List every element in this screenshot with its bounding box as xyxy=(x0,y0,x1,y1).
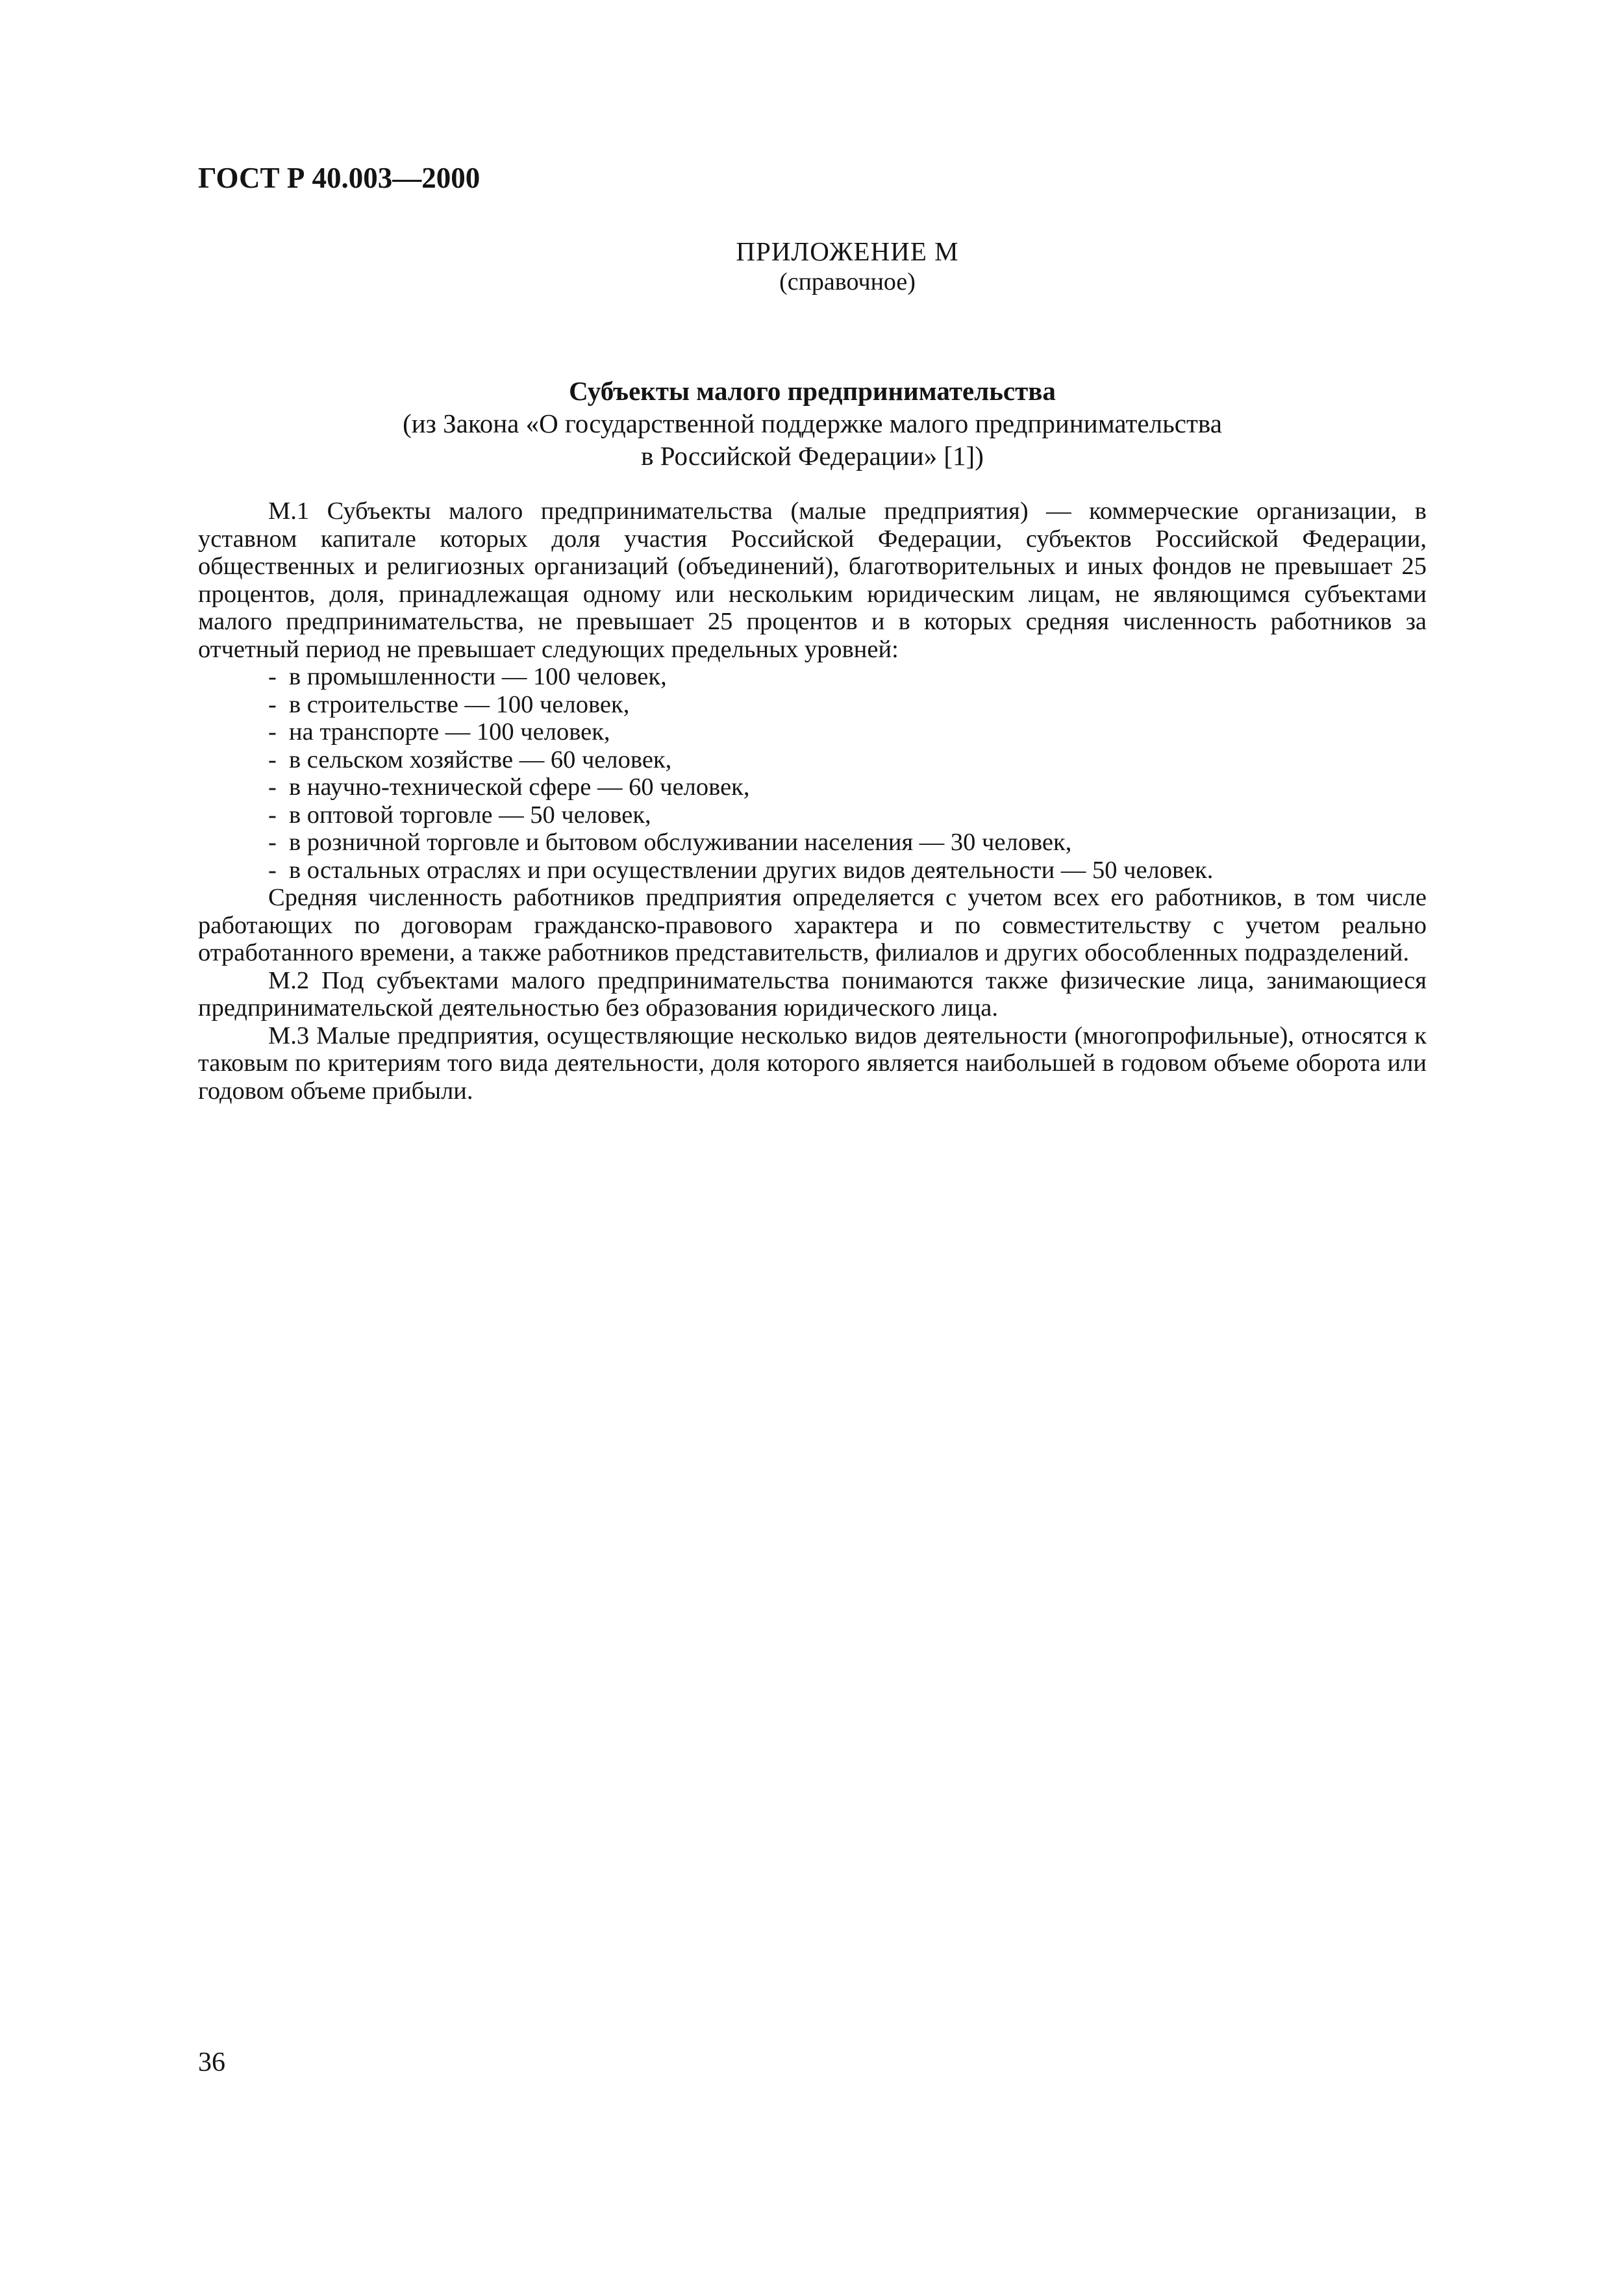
section-subtitle-line-1: (из Закона «О государственной поддержке малого предпринимательства xyxy=(403,408,1222,438)
list-dash: - xyxy=(268,746,277,773)
list-item-text: в научно-технической сфере — 60 человек, xyxy=(289,773,750,801)
list-item-text: в остальных отраслях и при осуществлении других видов деятельности — 50 человек. xyxy=(289,856,1214,884)
list-dash: - xyxy=(268,718,277,746)
list-dash: - xyxy=(268,690,277,718)
list-dash: - xyxy=(268,829,277,856)
paragraph-m1-intro: М.1 Субъекты малого предпринимательства (малые предприятия) — коммерческие организации, в уставном капитале которых доля участия Российской Федерации, субъектов Российской Федерации, общественных и религиозных организаций (объединений), благотворительных и иных фондов не превышает 25 процентов, доля, принадлежащая одному или нескольким юридическим лицам, не являющимся субъектами малого предпринимательства, не превышает 25 процентов и в которых средняя численность работников за отчетный период не превышает следующих предельных уровней: xyxy=(198,497,1427,663)
annex-title: ПРИЛОЖЕНИЕ М xyxy=(736,236,959,266)
annex-status: (справочное) xyxy=(779,268,916,295)
list-item-text: на транспорте — 100 человек, xyxy=(289,718,610,746)
body-text xyxy=(198,497,1427,1105)
list-dash: - xyxy=(268,663,277,690)
list-item xyxy=(198,663,1427,691)
list-item-text: в промышленности — 100 человек, xyxy=(289,663,667,690)
section-subtitle xyxy=(198,407,1427,472)
paragraph-m2: М.2 Под субъектами малого предпринимательства понимаются также физические лица, занимающиеся предпринимательской деятельностью без образования юридического лица. xyxy=(198,966,1427,1022)
list-item-text: в строительстве — 100 человек, xyxy=(289,690,630,718)
list-dash: - xyxy=(268,773,277,801)
limits-list xyxy=(198,663,1427,884)
document-code: ГОСТ Р 40.003—2000 xyxy=(198,162,481,194)
list-item xyxy=(198,801,1427,829)
list-item xyxy=(198,691,1427,719)
section-subtitle-line-2: в Российской Федерации» [1]) xyxy=(641,441,984,471)
list-dash: - xyxy=(268,856,277,884)
list-item xyxy=(198,829,1427,857)
list-item xyxy=(198,746,1427,774)
paragraph-m1-average: Средняя численность работников предприятия определяется с учетом всех его работников, в том числе работающих по договорам гражданско-правового характера и по совместительству с учетом реально отработанного времени, а также работников представительств, филиалов и других обособленных подразделений. xyxy=(198,884,1427,966)
list-item xyxy=(198,718,1427,746)
section-title: Субъекты малого предпринимательства xyxy=(569,376,1056,406)
list-item xyxy=(198,857,1427,884)
list-item-text: в оптовой торговле — 50 человек, xyxy=(289,801,651,829)
page-number: 36 xyxy=(198,2048,225,2077)
list-dash: - xyxy=(268,801,277,829)
list-item xyxy=(198,773,1427,801)
list-item-text: в сельском хозяйстве — 60 человек, xyxy=(289,746,672,773)
list-item-text: в розничной торговле и бытовом обслуживании населения — 30 человек, xyxy=(289,829,1072,856)
paragraph-m3: М.3 Малые предприятия, осуществляющие несколько видов деятельности (многопрофильные), относятся к таковым по критериям того вида деятельности, доля которого является наибольшей в годовом объеме оборота или годовом объеме прибыли. xyxy=(198,1022,1427,1105)
